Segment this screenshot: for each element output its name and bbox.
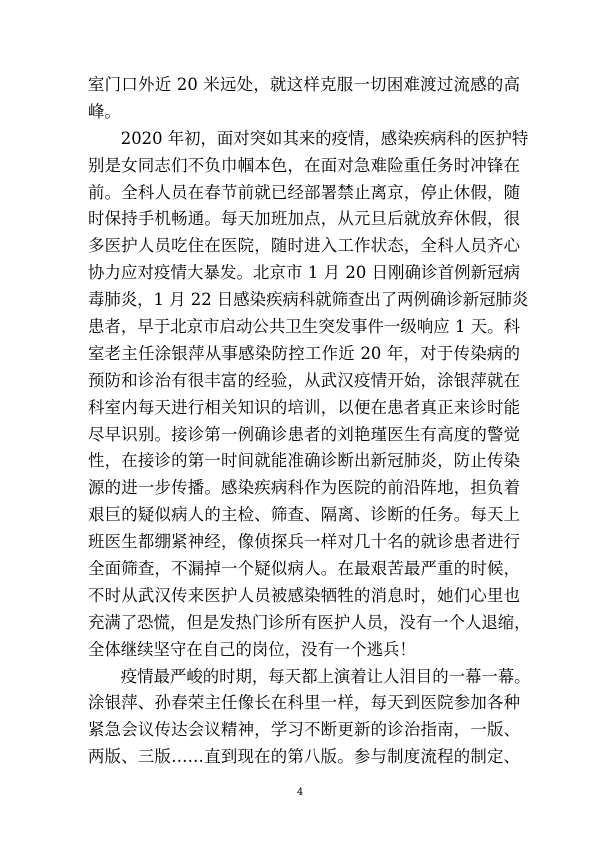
text-line: 紧急会议传达会议精神，学习不断更新的诊治指南，一版、 (88, 720, 520, 740)
text-line: 班医生都绷紧神经，像侦探兵一样对几十名的就诊患者进行 (88, 532, 520, 552)
page-number: 4 (296, 787, 304, 798)
body-text (88, 72, 531, 771)
text-line: 室老主任涂银萍从事感染防控工作近 20 年，对于传染病的 (88, 343, 520, 363)
text-line: 全面筛查，不漏掉一个疑似病人。在最艰苦最严重的时候， (88, 559, 520, 579)
text-line: 疫情最严峻的时期，每天都上演着让人泪目的一幕一幕。 (88, 666, 531, 686)
text-line: 预防和诊治有很丰富的经验，从武汉疫情开始，涂银萍就在 (88, 370, 520, 390)
text-line: 两版、三版……直到现在的第八版。参与制度流程的制定、 (88, 747, 520, 767)
text-line: 科室内每天进行相关知识的培训，以便在患者真正来诊时能 (88, 397, 520, 417)
text-line: 多医护人员吃住在医院，随时进入工作状态，全科人员齐心 (88, 236, 520, 256)
text-line: 2020 年初，面对突如其来的疫情，感染疾病科的医护特 (88, 128, 529, 148)
text-line: 不时从武汉传来医护人员被感染牺牲的消息时，她们心里也 (88, 585, 520, 605)
text-line: 前。全科人员在春节前就已经部署禁止离京，停止休假，随 (88, 182, 520, 202)
text-line: 充满了恐慌，但是发热门诊所有医护人员，没有一个人退缩， (88, 612, 531, 632)
text-line: 毒肺炎，1 月 22 日感染疾病科就筛查出了两例确诊新冠肺炎 (88, 290, 529, 310)
text-line: 协力应对疫情大暴发。北京市 1 月 20 日刚确诊首例新冠病 (88, 263, 520, 283)
text-line: 涂银萍、孙春荣主任像长在科里一样，每天到医院参加各种 (88, 693, 520, 713)
text-line: 尽早识别。接诊第一例确诊患者的刘艳瑾医生有高度的警觉 (88, 424, 520, 444)
text-line: 源的进一步传播。感染疾病科作为医院的前沿阵地，担负着 (88, 478, 520, 498)
text-line: 时保持手机畅通。每天加班加点，从元旦后就放弃休假，很 (88, 209, 520, 229)
text-line: 全体继续坚守在自己的岗位，没有一个逃兵！ (88, 639, 416, 659)
text-line: 患者，早于北京市启动公共卫生突发事件一级响应 1 天。科 (88, 317, 520, 337)
text-line: 室门口外近 20 米远处，就这样克服一切困难渡过流感的高 (88, 75, 520, 94)
text-line: 别是女同志们不负巾帼本色，在面对急难险重任务时冲锋在 (88, 155, 520, 175)
text-line: 峰。 (88, 101, 121, 121)
text-line: 艰巨的疑似病人的主检、筛查、隔离、诊断的任务。每天上 (88, 505, 520, 525)
text-line: 性，在接诊的第一时间就能准确诊断出新冠肺炎，防止传染 (88, 451, 520, 471)
